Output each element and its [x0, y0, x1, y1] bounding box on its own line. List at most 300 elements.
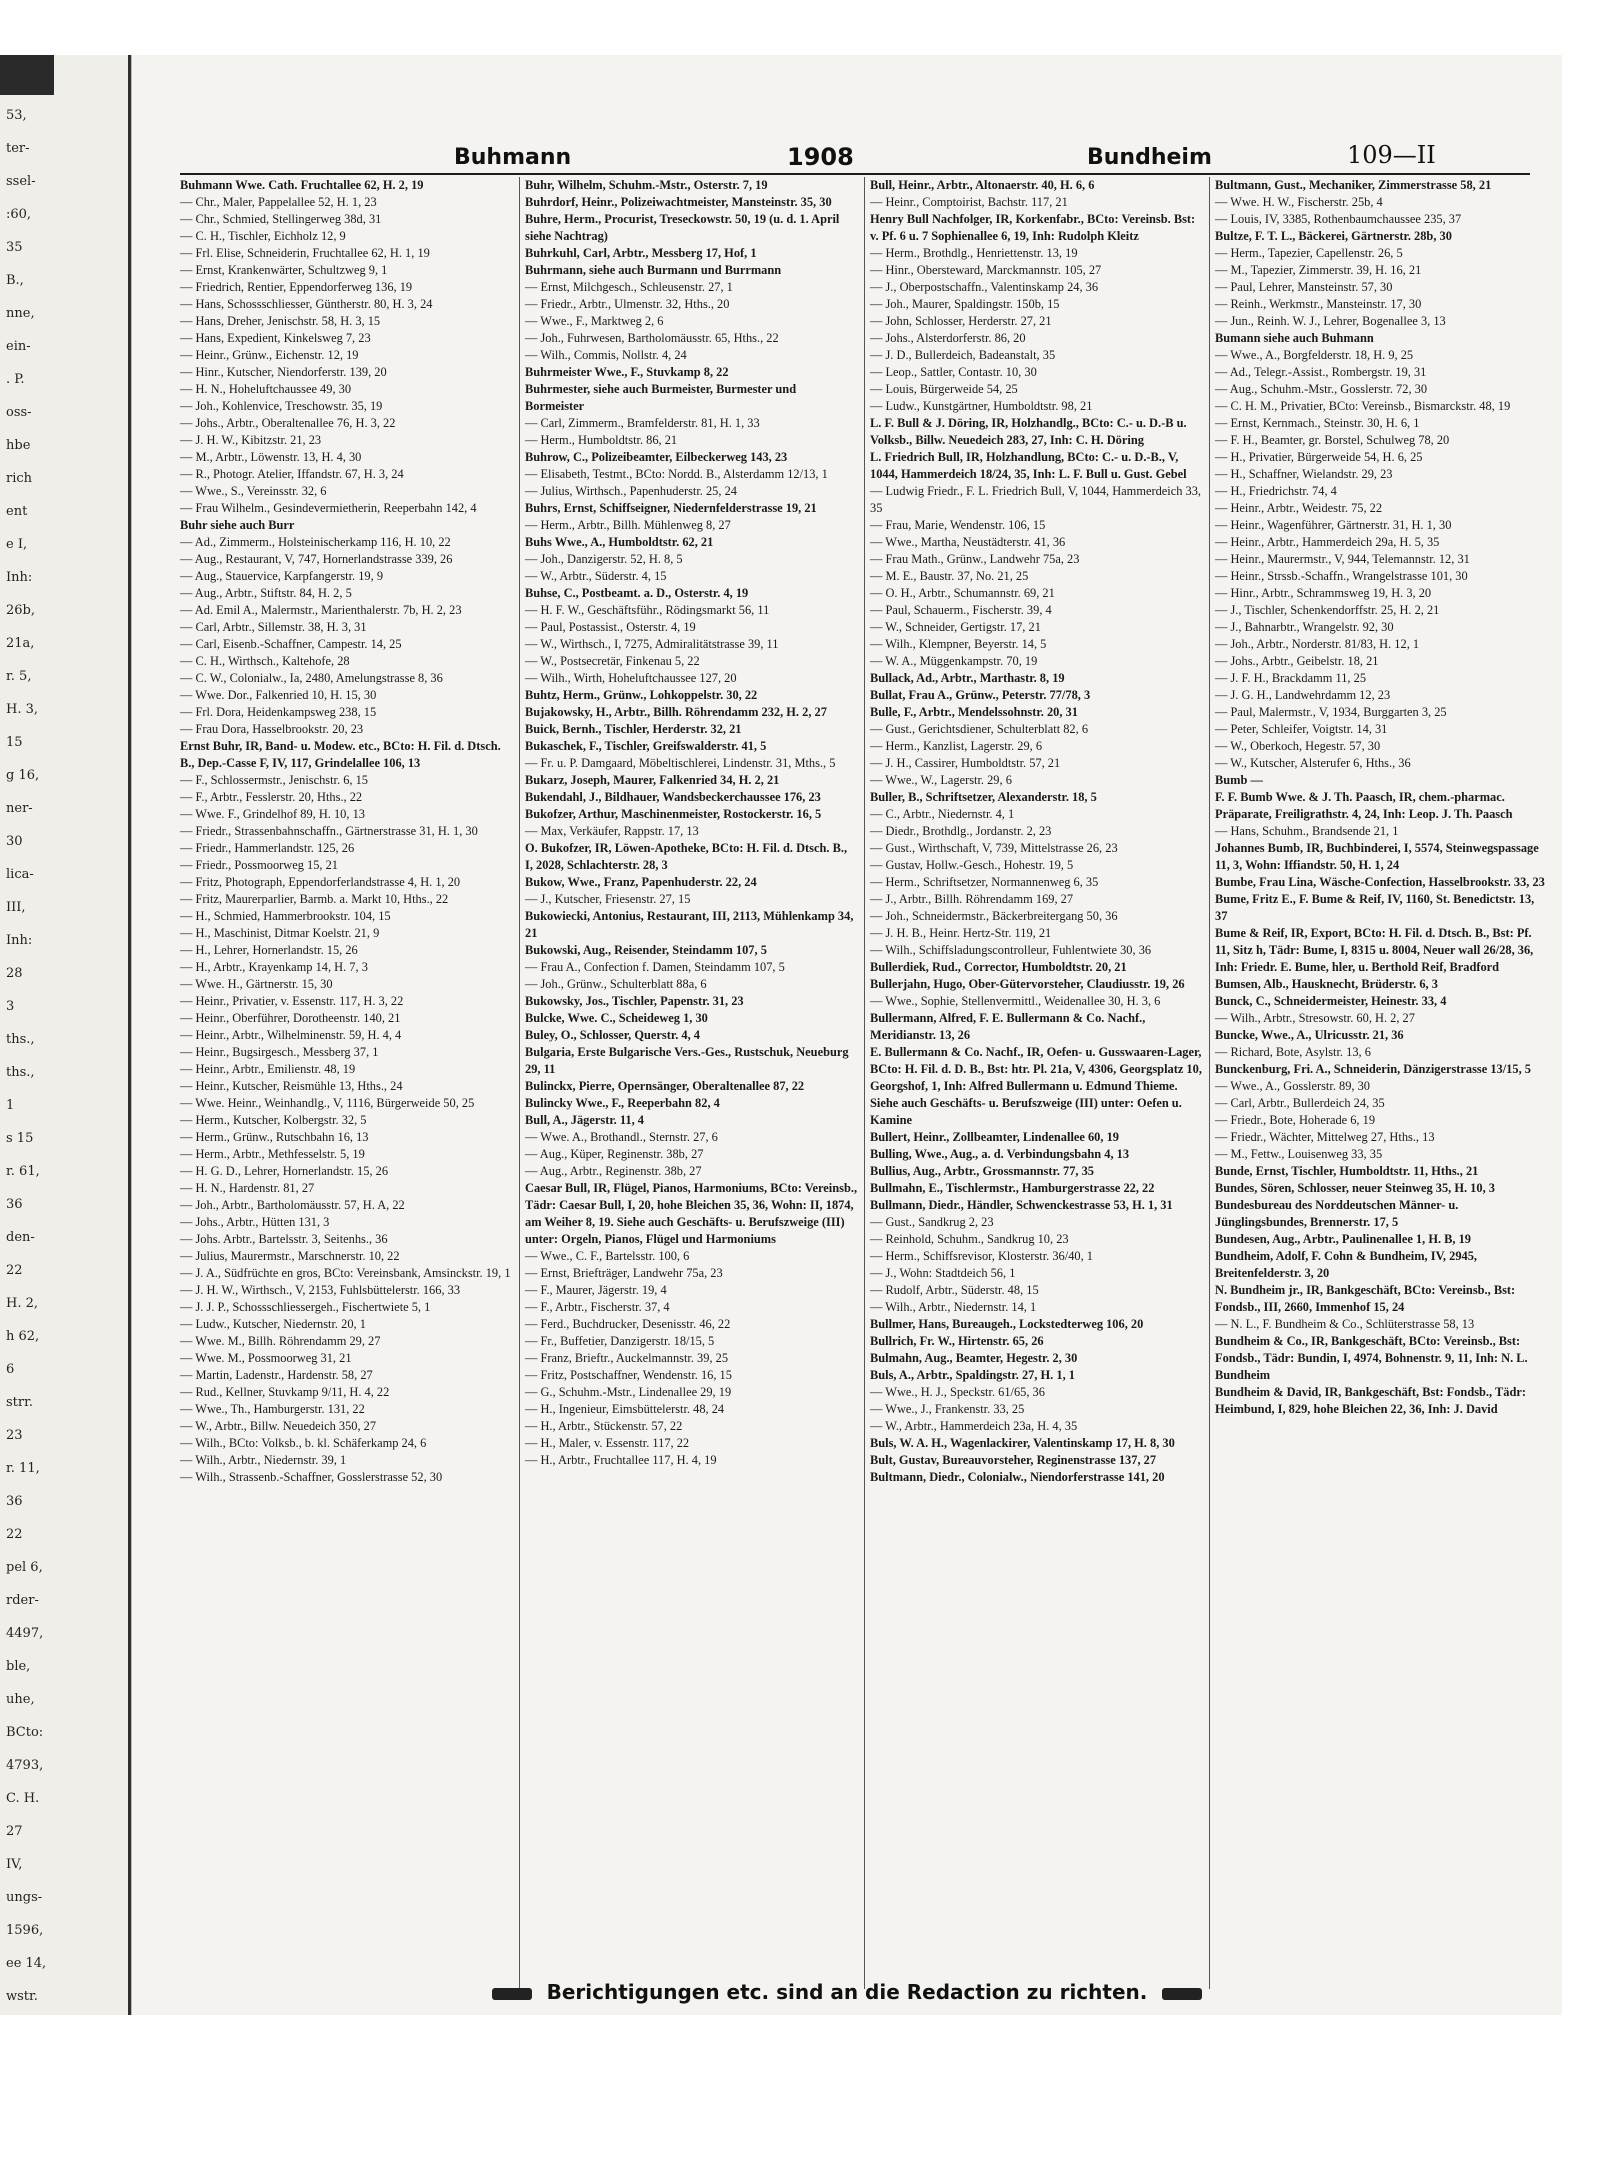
directory-entry: — Heinr., Arbtr., Weidestr. 75, 22	[1215, 501, 1383, 515]
directory-entry: — W., Wirthsch., I, 7275, Admiralitätstrasse 39, 11	[525, 637, 779, 651]
directory-entry: — Hinr., Arbtr., Schrammsweg 19, H. 3, 20	[1215, 586, 1432, 600]
directory-entry: — H., Schaffner, Wielandstr. 29, 23	[1215, 467, 1393, 481]
directory-entry: — Heinr., Wagenführer, Gärtnerstr. 31, H. 1, 30	[1215, 518, 1452, 532]
directory-entry: — Frau Dora, Hasselbrookstr. 20, 23	[180, 722, 364, 736]
directory-entry: — Frau A., Confection f. Damen, Steindamm 107, 5	[525, 960, 785, 974]
margin-fragment: C. H.	[6, 1791, 40, 1806]
margin-fragment: ths.,	[6, 1032, 35, 1047]
directory-entry: Bullat, Frau A., Grünw., Peterstr. 77/78, 3	[870, 688, 1091, 702]
directory-entry: — F., Schlossermstr., Jenischstr. 6, 15	[180, 773, 368, 787]
header-left-keyword: Buhmann	[454, 145, 572, 170]
directory-entry: — Fritz, Photograph, Eppendorferlandstrasse 4, H. 1, 20	[180, 875, 461, 889]
directory-entry: Bullack, Ad., Arbtr., Marthastr. 8, 19	[870, 671, 1065, 685]
directory-entry: — C., Arbtr., Niedernstr. 4, 1	[870, 807, 1015, 821]
directory-entry: Bullmann, Diedr., Händler, Schwenckestrasse 53, H. 1, 31	[870, 1198, 1173, 1212]
directory-entry: Ernst Buhr, IR, Band- u. Modew. etc., BCto: H. Fil. d. Dtsch. B., Dep.-Casse F, IV, 117, Grindelallee 106, 13	[180, 739, 501, 770]
directory-entry: — Fritz, Maurerparlier, Barmb. a. Markt 10, Hths., 22	[180, 892, 449, 906]
directory-entry: — Heinr., Bugsirgesch., Messberg 37, 1	[180, 1045, 379, 1059]
directory-entry: — Wwe., Martha, Neustädterstr. 41, 36	[870, 535, 1066, 549]
directory-entry: Bunck, C., Schneidermeister, Heinestr. 33, 4	[1215, 994, 1447, 1008]
directory-entry: — Aug., Restaurant, V, 747, Hornerlandstrasse 339, 26	[180, 552, 453, 566]
directory-entry: — H., Arbtr., Fruchtallee 117, H. 4, 19	[525, 1453, 717, 1467]
directory-entry: — Chr., Schmied, Stellingerweg 38d, 31	[180, 212, 382, 226]
directory-entry: — Wilh., Arbtr., Niedernstr. 39, 1	[180, 1453, 347, 1467]
directory-entry: — Ernst, Kernmach., Steinstr. 30, H. 6, 1	[1215, 416, 1420, 430]
directory-entry: — W., Arbtr., Billw. Neuedeich 350, 27	[180, 1419, 377, 1433]
directory-entry: — Wilh., Arbtr., Niedernstr. 14, 1	[870, 1300, 1037, 1314]
directory-entry: — Heinr., Arbtr., Hammerdeich 29a, H. 5, 35	[1215, 535, 1440, 549]
margin-fragment: uhe,	[6, 1692, 35, 1707]
directory-entry: — Hans, Schuhm., Brandsende 21, 1	[1215, 824, 1399, 838]
margin-fragment: Inh:	[6, 570, 33, 585]
margin-fragment: g 16,	[6, 768, 40, 783]
directory-entry: — M. E., Baustr. 37, No. 21, 25	[870, 569, 1029, 583]
directory-entry: — W., Arbtr., Süderstr. 4, 15	[525, 569, 667, 583]
directory-entry: Bundesen, Aug., Arbtr., Paulinenallee 1, H. B, 19	[1215, 1232, 1471, 1246]
directory-entry: — Herm., Kanzlist, Lagerstr. 29, 6	[870, 739, 1043, 753]
directory-entry: — Joh., Kohlenvice, Treschowstr. 35, 19	[180, 399, 383, 413]
directory-entry: — W., Postsecretär, Finkenau 5, 22	[525, 654, 700, 668]
directory-entry: — Carl, Arbtr., Sillemstr. 38, H. 3, 31	[180, 620, 367, 634]
directory-entry: — Reinh., Werkmstr., Mansteinstr. 17, 30	[1215, 297, 1422, 311]
directory-entry: — Carl, Zimmerm., Bramfelderstr. 81, H. 1, 33	[525, 416, 760, 430]
directory-entry: — J. H., Cassirer, Humboldtstr. 57, 21	[870, 756, 1061, 770]
margin-fragment: BCto:	[6, 1725, 44, 1740]
directory-entry: — Ludw., Kunstgärtner, Humboldtstr. 98, 21	[870, 399, 1093, 413]
page-header	[132, 135, 1562, 175]
margin-fragment: ths.,	[6, 1065, 35, 1080]
directory-entry: — Aug., Arbtr., Stiftstr. 84, H. 2, 5	[180, 586, 352, 600]
directory-entry: — Wwe. H. W., Fischerstr. 25b, 4	[1215, 195, 1383, 209]
margin-fragment: ein-	[6, 339, 31, 354]
directory-entry: — Wilh., BCto: Volksb., b. kl. Schäferkamp 24, 6	[180, 1436, 427, 1450]
directory-entry: Bukofzer, Arthur, Maschinenmeister, Rostockerstr. 16, 5	[525, 807, 822, 821]
directory-entry: — W., Kutscher, Alsterufer 6, Hths., 36	[1215, 756, 1411, 770]
directory-entry: — Heinr., Arbtr., Emilienstr. 48, 19	[180, 1062, 356, 1076]
directory-entry: — C. H., Tischler, Eichholz 12, 9	[180, 229, 346, 243]
margin-fragment: ter-	[6, 141, 30, 156]
directory-entry: — G., Schuhm.-Mstr., Lindenallee 29, 19	[525, 1385, 732, 1399]
margin-fragment: H. 3,	[6, 702, 39, 717]
directory-entry: Bulle, F., Arbtr., Mendelssohnstr. 20, 31	[870, 705, 1078, 719]
directory-entry: — Aug., Arbtr., Reginenstr. 38b, 27	[525, 1164, 702, 1178]
margin-fragment: e I,	[6, 537, 28, 552]
directory-entry: Bullermann, Alfred, F. E. Bullermann & Co. Nachf., Meridianstr. 13, 26	[870, 1011, 1146, 1042]
page-number: 109—II	[1347, 141, 1436, 169]
directory-entry: — Gustav, Hollw.-Gesch., Hohestr. 19, 5	[870, 858, 1074, 872]
directory-entry: Buhr siehe auch Burr	[180, 518, 295, 532]
directory-entry: Buhrmester, siehe auch Burmeister, Burmester und Bormeister	[525, 382, 797, 413]
directory-entry: — H., Ingenieur, Eimsbüttelerstr. 48, 24	[525, 1402, 725, 1416]
directory-entry: — Herm., Grünw., Rutschbahn 16, 13	[180, 1130, 369, 1144]
directory-entry: — Herm., Humboldtstr. 86, 21	[525, 433, 678, 447]
directory-entry: — W., Oberkoch, Hegestr. 57, 30	[1215, 739, 1381, 753]
directory-entry: — Hans, Expedient, Kinkelsweg 7, 23	[180, 331, 371, 345]
margin-fragment: ble,	[6, 1659, 31, 1674]
margin-fragment: 4793,	[6, 1758, 44, 1773]
margin-fragment: 22	[6, 1527, 23, 1542]
directory-entry: — Reinhold, Schuhm., Sandkrug 10, 23	[870, 1232, 1069, 1246]
directory-entry: Bunckenburg, Fri. A., Schneiderin, Dänzigerstrasse 13/15, 5	[1215, 1062, 1531, 1076]
margin-fragment: strr.	[6, 1395, 34, 1410]
directory-entry: — W., Schneider, Gertigstr. 17, 21	[870, 620, 1041, 634]
margin-fragment: 36	[6, 1197, 23, 1212]
directory-entry: — Martin, Ladenstr., Hardenstr. 58, 27	[180, 1368, 373, 1382]
directory-entry: — Wilh., Commis, Nollstr. 4, 24	[525, 348, 687, 362]
directory-entry: Buick, Bernh., Tischler, Herderstr. 32, 21	[525, 722, 742, 736]
margin-fragment: nne,	[6, 306, 35, 321]
directory-entry: — J. J. P., Schossschliessergeh., Fischertwiete 5, 1	[180, 1300, 431, 1314]
directory-entry: — H., Friedrichstr. 74, 4	[1215, 484, 1337, 498]
directory-entry: Bullert, Heinr., Zollbeamter, Lindenallee 60, 19	[870, 1130, 1119, 1144]
directory-entry: — H., Lehrer, Hornerlandstr. 15, 26	[180, 943, 358, 957]
header-rule	[180, 173, 1530, 175]
directory-entry: — Rudolf, Arbtr., Süderstr. 48, 15	[870, 1283, 1039, 1297]
directory-entry: — Carl, Eisenb.-Schaffner, Campestr. 14, 25	[180, 637, 402, 651]
directory-entry: — J. G. H., Landwehrdamm 12, 23	[1215, 688, 1391, 702]
directory-entry: — Ludwig Friedr., F. L. Friedrich Bull, V, 1044, Hammerdeich 33, 35	[870, 484, 1201, 515]
directory-entry: Bume & Reif, IR, Export, BCto: H. Fil. d. Dtsch. B., Bst: Pf. 11, Sitz h, Tädr: Bume, I, 8315 u. 8004, Neuer wall 26/28, 36, Inh: Friedr. E. Bume, hler, u. Berthold Reif, Bradford	[1215, 926, 1534, 974]
directory-entry: — H. N., Hardenstr. 81, 27	[180, 1181, 315, 1195]
directory-entry: — Friedr., Arbtr., Ulmenstr. 32, Hths., 20	[525, 297, 730, 311]
margin-fragment: hbe	[6, 438, 31, 453]
directory-entry: — Wilh., Klempner, Beyerstr. 14, 5	[870, 637, 1047, 651]
directory-entry: — Herm., Brothdlg., Henriettenstr. 13, 19	[870, 246, 1078, 260]
margin-fragment: lica-	[6, 867, 34, 882]
directory-entry: Buhmann Wwe. Cath. Fruchtallee 62, H. 2, 19	[180, 178, 424, 192]
directory-entry: Bult, Gustav, Bureauvorsteher, Reginenstrasse 137, 27	[870, 1453, 1157, 1467]
directory-entry: — Heinr., Grünw., Eichenstr. 12, 19	[180, 348, 359, 362]
margin-fragment: 22	[6, 1263, 23, 1278]
directory-entry: — C. H., Wirthsch., Kaltehofe, 28	[180, 654, 350, 668]
directory-entry: — H., Arbtr., Stückenstr. 57, 22	[525, 1419, 683, 1433]
directory-entry: Bundes, Sören, Schlosser, neuer Steinweg 35, H. 10, 3	[1215, 1181, 1495, 1195]
directory-entry: — Max, Verkäufer, Rappstr. 17, 13	[525, 824, 699, 838]
directory-entry: Buhrow, C., Polizeibeamter, Eilbeckerweg 143, 23	[525, 450, 788, 464]
directory-entry: — Heinr., Strssb.-Schaffn., Wrangelstrasse 101, 30	[1215, 569, 1468, 583]
margin-fragment: . P.	[6, 372, 25, 387]
directory-entry: — Johs., Arbtr., Oberaltenallee 76, H. 3, 22	[180, 416, 396, 430]
margin-fragment: ee 14,	[6, 1956, 47, 1971]
directory-entry: — N. L., F. Bundheim & Co., Schlüterstrasse 58, 13	[1215, 1317, 1475, 1331]
directory-entry: Buls, A., Arbtr., Spaldingstr. 27, H. 1, 1	[870, 1368, 1075, 1382]
directory-entry: — Wwe., W., Lagerstr. 29, 6	[870, 773, 1012, 787]
scan-bottom-margin	[0, 2015, 1600, 2177]
directory-entry: — Wwe., Sophie, Stellenvermittl., Weidenallee 30, H. 3, 6	[870, 994, 1161, 1008]
directory-entry: — Joh., Arbtr., Bartholomäusstr. 57, H. A, 22	[180, 1198, 405, 1212]
directory-entry: Buhrdorf, Heinr., Polizeiwachtmeister, Mansteinstr. 35, 30	[525, 195, 832, 209]
directory-entry: — Frl. Dora, Heidenkampsweg 238, 15	[180, 705, 377, 719]
directory-entry: — Julius, Wirthsch., Papenhuderstr. 25, 24	[525, 484, 737, 498]
directory-entry: — M., Tapezier, Zimmerstr. 39, H. 16, 21	[1215, 263, 1422, 277]
directory-entry: Bull, Heinr., Arbtr., Altonaerstr. 40, H. 6, 6	[870, 178, 1095, 192]
directory-entry: — Herm., Schriftsetzer, Normannenweg 6, 35	[870, 875, 1099, 889]
column-1	[180, 177, 513, 1989]
directory-entry: — Joh., Maurer, Spaldingstr. 150b, 15	[870, 297, 1060, 311]
directory-entry: Bundesbureau des Norddeutschen Männer- u. Jünglingsbundes, Brennerstr. 17, 5	[1215, 1198, 1459, 1229]
margin-fragment: IV,	[6, 1857, 23, 1872]
directory-entry: — Louis, Bürgerweide 54, 25	[870, 382, 1018, 396]
margin-fragment: rich	[6, 471, 33, 486]
directory-entry: — Frau Wilhelm., Gesindevermietherin, Reeperbahn 142, 4	[180, 501, 477, 515]
directory-entry: Caesar Bull, IR, Flügel, Pianos, Harmoniums, BCto: Vereinsb., Tädr: Caesar Bull, I, 20, hohe Bleichen 35, 36, Wohn: II, 1874, am Weiher 8, 19. Siehe auch Geschäfts- u. Berufszweige (III) unter: Orgeln, Pianos, Flügel und Harmoniums	[525, 1181, 858, 1246]
directory-entry: — Ludw., Kutscher, Niedernstr. 20, 1	[180, 1317, 366, 1331]
directory-entry: — J. H. B., Heinr. Hertz-Str. 119, 21	[870, 926, 1052, 940]
column-divider	[864, 177, 865, 1989]
pointing-hand-left-icon	[492, 1988, 532, 2000]
directory-entry: — J. H. W., Kibitzstr. 21, 23	[180, 433, 322, 447]
directory-entry: — W. A., Müggenkampstr. 70, 19	[870, 654, 1038, 668]
directory-entry: N. Bundheim jr., IR, Bankgeschäft, BCto: Vereinsb., Bst: Fondsb., III, 2660, Immenhof 15, 24	[1215, 1283, 1516, 1314]
directory-entry: — Leop., Sattler, Contastr. 10, 30	[870, 365, 1037, 379]
directory-entry: — J., Kutscher, Friesenstr. 27, 15	[525, 892, 691, 906]
directory-entry: Bultze, F. T. L., Bäckerei, Gärtnerstr. 28b, 30	[1215, 229, 1452, 243]
directory-entry: — Heinr., Kutscher, Reismühle 13, Hths., 24	[180, 1079, 403, 1093]
directory-entry: — Herm., Arbtr., Billh. Mühlenweg 8, 27	[525, 518, 731, 532]
directory-entry: — Wilh., Schiffsladungscontrolleur, Fuhlentwiete 30, 36	[870, 943, 1152, 957]
directory-entry: Bumbe, Frau Lina, Wäsche-Confection, Hasselbrookstr. 33, 23	[1215, 875, 1545, 889]
directory-entry: — J. F. H., Brackdamm 11, 25	[1215, 671, 1367, 685]
directory-entry: — Herm., Kutscher, Kolbergstr. 32, 5	[180, 1113, 367, 1127]
directory-entry: — Wwe., A., Borgfelderstr. 18, H. 9, 25	[1215, 348, 1414, 362]
margin-fragment: 36	[6, 1494, 23, 1509]
margin-fragment: pel 6,	[6, 1560, 43, 1575]
directory-entry: — H., Maler, v. Essenstr. 117, 22	[525, 1436, 690, 1450]
margin-fragment: den-	[6, 1230, 35, 1245]
margin-fragment: 21a,	[6, 636, 35, 651]
directory-entry: — Carl, Arbtr., Bullerdeich 24, 35	[1215, 1096, 1385, 1110]
directory-entry: — J., Oberpostschaffn., Valentinskamp 24, 36	[870, 280, 1099, 294]
margin-fragment: s 15	[6, 1131, 34, 1146]
directory-entry: — M., Arbtr., Löwenstr. 13, H. 4, 30	[180, 450, 362, 464]
directory-entry: — H. F. W., Geschäftsführ., Rödingsmarkt 56, 11	[525, 603, 770, 617]
directory-entry: — Frau Math., Grünw., Landwehr 75a, 23	[870, 552, 1080, 566]
margin-fragment: oss-	[6, 405, 32, 420]
directory-entry: — Wwe., Th., Hamburgerstr. 131, 22	[180, 1402, 365, 1416]
directory-entry: Buhse, C., Postbeamt. a. D., Osterstr. 4, 19	[525, 586, 749, 600]
directory-entry: Bullerdiek, Rud., Corrector, Humboldtstr. 20, 21	[870, 960, 1127, 974]
directory-entry: — Hinr., Obersteward, Marckmannstr. 105, 27	[870, 263, 1102, 277]
directory-entry: — Friedr., Strassenbahnschaffn., Gärtnerstrasse 31, H. 1, 30	[180, 824, 478, 838]
directory-entry: — Wwe., A., Gosslerstr. 89, 30	[1215, 1079, 1370, 1093]
directory-entry: — Ernst, Briefträger, Landwehr 75a, 23	[525, 1266, 723, 1280]
directory-entry: — Paul, Lehrer, Mansteinstr. 57, 30	[1215, 280, 1393, 294]
directory-entry: — Julius, Maurermstr., Marschnerstr. 10, 22	[180, 1249, 400, 1263]
directory-entry: Bullmer, Hans, Bureaugeh., Lockstedterweg 106, 20	[870, 1317, 1144, 1331]
directory-entry: Bukow, Wwe., Franz, Papenhuderstr. 22, 24	[525, 875, 757, 889]
margin-fragment: 30	[6, 834, 23, 849]
directory-entry: — John, Schlosser, Herderstr. 27, 21	[870, 314, 1052, 328]
margin-fragment: r. 11,	[6, 1461, 40, 1476]
directory-entry: Bultmann, Gust., Mechaniker, Zimmerstrasse 58, 21	[1215, 178, 1492, 192]
margin-fragment: 15	[6, 735, 23, 750]
directory-entry: Bunde, Ernst, Tischler, Humboldtstr. 11, Hths., 21	[1215, 1164, 1479, 1178]
margin-fragment: 1	[6, 1098, 15, 1113]
directory-entry: — Wwe., F., Marktweg 2, 6	[525, 314, 664, 328]
directory-entry: — Herm., Arbtr., Methfesselstr. 5, 19	[180, 1147, 365, 1161]
directory-entry: — Aug., Schuhm.-Mstr., Gosslerstr. 72, 30	[1215, 382, 1428, 396]
margin-fragment: ungs-	[6, 1890, 43, 1905]
column-4	[1215, 177, 1548, 1989]
directory-entry: Bullrich, Fr. W., Hirtenstr. 65, 26	[870, 1334, 1044, 1348]
margin-fragment: 1596,	[6, 1923, 44, 1938]
directory-entry: Bumann siehe auch Buhmann	[1215, 331, 1374, 345]
directory-entry: Bujakowsky, H., Arbtr., Billh. Röhrendamm 232, H. 2, 27	[525, 705, 827, 719]
directory-entry: — Fritz, Postschaffner, Wendenstr. 16, 15	[525, 1368, 732, 1382]
directory-entry: — Friedr., Bote, Hoherade 6, 19	[1215, 1113, 1376, 1127]
directory-entry: Henry Bull Nachfolger, IR, Korkenfabr., BCto: Vereinsb. Bst: v. Pf. 6 u. 7 Sophienallee 6, 19, Inh: Rudolph Kleitz	[870, 212, 1196, 243]
directory-entry: Bukowiecki, Antonius, Restaurant, III, 2113, Mühlenkamp 34, 21	[525, 909, 854, 940]
footer-notice	[132, 1980, 1562, 2004]
directory-entry: — Joh., Schneidermstr., Bäckerbreitergang 50, 36	[870, 909, 1118, 923]
directory-entry: — Rud., Kellner, Stuvkamp 9/11, H. 4, 22	[180, 1385, 390, 1399]
directory-entry: — Richard, Bote, Asylstr. 13, 6	[1215, 1045, 1371, 1059]
header-right-keyword: Bundheim	[1087, 145, 1212, 170]
directory-entry: — Wwe., S., Vereinsstr. 32, 6	[180, 484, 327, 498]
directory-entry: — Heinr., Maurermstr., V, 944, Telemannstr. 12, 31	[1215, 552, 1470, 566]
directory-entry: Buhrs, Ernst, Schiffseigner, Niedernfelderstrasse 19, 21	[525, 501, 817, 515]
directory-entry: — Johs., Alsterdorferstr. 86, 20	[870, 331, 1026, 345]
directory-entry: — J. H. W., Wirthsch., V, 2153, Fuhlsbüttelerstr. 166, 33	[180, 1283, 461, 1297]
directory-entry: — H., Maschinist, Ditmar Koelstr. 21, 9	[180, 926, 380, 940]
directory-entry: — O. H., Arbtr., Schumannstr. 69, 21	[870, 586, 1055, 600]
directory-entry: Bumb —	[1215, 773, 1263, 787]
directory-entry: — Heinr., Privatier, v. Essenstr. 117, H. 3, 22	[180, 994, 404, 1008]
directory-entry: — Franz, Brieftr., Auckelmannstr. 39, 25	[525, 1351, 729, 1365]
directory-entry: Bumsen, Alb., Hausknecht, Brüderstr. 6, 3	[1215, 977, 1438, 991]
directory-entry: — Wwe., J., Frankenstr. 33, 25	[870, 1402, 1025, 1416]
margin-fragment: H. 2,	[6, 1296, 39, 1311]
directory-entry: — H., Privatier, Bürgerweide 54, H. 6, 25	[1215, 450, 1423, 464]
scan-corner-shadow	[0, 55, 54, 95]
directory-entry: Buncke, Wwe., A., Ulricusstr. 21, 36	[1215, 1028, 1404, 1042]
directory-entry: — Joh., Fuhrwesen, Bartholomäusstr. 65, Hths., 22	[525, 331, 779, 345]
directory-entry: — Herm., Schiffsrevisor, Klosterstr. 36/40, 1	[870, 1249, 1093, 1263]
directory-entry: — H., Arbtr., Krayenkamp 14, H. 7, 3	[180, 960, 368, 974]
directory-entry: L. F. Bull & J. Döring, IR, Holzhandlg., BCto: C.- u. D.-B u. Volksb., Billw. Neuedeich 283, 27, Inh: C. H. Döring	[870, 416, 1187, 447]
directory-entry: — Heinr., Arbtr., Wilhelminenstr. 59, H. 4, 4	[180, 1028, 402, 1042]
directory-entry: — F. H., Beamter, gr. Borstel, Schulweg 78, 20	[1215, 433, 1450, 447]
directory-entry: Bullmahn, E., Tischlermstr., Hamburgerstrasse 22, 22	[870, 1181, 1155, 1195]
directory-entry: — Joh., Danzigerstr. 52, H. 8, 5	[525, 552, 683, 566]
directory-entry: Bundheim & David, IR, Bankgeschäft, Bst: Fondsb., Tädr: Heimbund, I, 829, hohe Bleichen 22, 36, Inh: J. David	[1215, 1385, 1526, 1416]
entry-columns	[180, 177, 1545, 1977]
directory-entry: — Wilh., Arbtr., Stresowstr. 60, H. 2, 27	[1215, 1011, 1415, 1025]
directory-entry: — Gust., Sandkrug 2, 23	[870, 1215, 994, 1229]
directory-entry: — H. N., Hoheluftchaussee 49, 30	[180, 382, 352, 396]
directory-entry: Bukendahl, J., Bildhauer, Wandsbeckerchaussee 176, 23	[525, 790, 821, 804]
directory-entry: — Hinr., Kutscher, Niendorferstr. 139, 20	[180, 365, 387, 379]
directory-entry: — Friedr., Wächter, Mittelweg 27, Hths., 13	[1215, 1130, 1435, 1144]
pointing-hand-right-icon	[1162, 1988, 1202, 2000]
directory-entry: Bulcke, Wwe. C., Scheideweg 1, 30	[525, 1011, 708, 1025]
margin-fragment: 3	[6, 999, 15, 1014]
directory-entry: O. Bukofzer, IR, Löwen-Apotheke, BCto: H. Fil. d. Dtsch. B., I, 2028, Schlachterstr. 28, 3	[525, 841, 848, 872]
directory-entry: Bulinckx, Pierre, Opernsänger, Oberaltenallee 87, 22	[525, 1079, 805, 1093]
directory-entry: Buhrmann, siehe auch Burmann und Burrmann	[525, 263, 782, 277]
directory-entry: — J., Arbtr., Billh. Röhrendamm 169, 27	[870, 892, 1074, 906]
directory-entry: — Fr., Buffetier, Danzigerstr. 18/15, 5	[525, 1334, 715, 1348]
margin-fragment: B.,	[6, 273, 24, 288]
directory-entry: — Paul, Malermstr., V, 1934, Burggarten 3, 25	[1215, 705, 1447, 719]
directory-entry: Buls, W. A. H., Wagenlackirer, Valentinskamp 17, H. 8, 30	[870, 1436, 1175, 1450]
directory-entry: — Hans, Schossschliesser, Güntherstr. 80, H. 3, 24	[180, 297, 433, 311]
directory-entry: — C. W., Colonialw., Ia, 2480, Amelungstrasse 8, 36	[180, 671, 443, 685]
directory-entry: — Wwe. M., Billh. Röhrendamm 29, 27	[180, 1334, 381, 1348]
directory-entry: — Fr. u. P. Damgaard, Möbeltischlerei, Lindenstr. 31, Mths., 5	[525, 756, 836, 770]
directory-entry: — Gust., Wirthschaft, V, 739, Mittelstrasse 26, 23	[870, 841, 1118, 855]
directory-entry: — Friedr., Possmoorweg 15, 21	[180, 858, 338, 872]
directory-entry: — Ad. Emil A., Malermstr., Marienthalerstr. 7b, H. 2, 23	[180, 603, 462, 617]
directory-entry: — Friedrich, Rentier, Eppendorferweg 136, 19	[180, 280, 413, 294]
margin-fragment: 26b,	[6, 603, 35, 618]
margin-fragment: r. 5,	[6, 669, 32, 684]
directory-entry: — Ernst, Krankenwärter, Schultzweg 9, 1	[180, 263, 388, 277]
column-divider	[1209, 177, 1210, 1989]
directory-entry: — Heinr., Oberführer, Dorotheenstr. 140, 21	[180, 1011, 401, 1025]
margin-fragment: wstr.	[6, 1989, 38, 2004]
directory-entry: Bukowski, Aug., Reisender, Steindamm 107, 5	[525, 943, 767, 957]
directory-entry: — Wwe., C. F., Bartelsstr. 100, 6	[525, 1249, 690, 1263]
directory-entry: — W., Arbtr., Hammerdeich 23a, H. 4, 35	[870, 1419, 1078, 1433]
directory-entry: Bulgaria, Erste Bulgarische Vers.-Ges., Rustschuk, Neueburg 29, 11	[525, 1045, 849, 1076]
footer-text: Berichtigungen etc. sind an die Redaction zu richten.	[546, 1980, 1148, 2004]
column-divider	[519, 177, 520, 1989]
margin-fragment: :60,	[6, 207, 32, 222]
margin-fragment: Inh:	[6, 933, 33, 948]
directory-entry: — Johs., Arbtr., Hütten 131, 3	[180, 1215, 330, 1229]
margin-fragment: ssel-	[6, 174, 36, 189]
margin-fragment: 23	[6, 1428, 23, 1443]
directory-entry: Bundheim & Co., IR, Bankgeschäft, BCto: Vereinsb., Bst: Fondsb., Tädr: Bundin, I, 4974, Bohnenstr. 9, 11, Inh: N. L. Bundheim	[1215, 1334, 1528, 1382]
header-year: 1908	[787, 143, 854, 171]
directory-entry: — Ferd., Buchdrucker, Desenisstr. 46, 22	[525, 1317, 731, 1331]
directory-entry: — Wilh., Wirth, Hoheluftchaussee 127, 20	[525, 671, 737, 685]
directory-entry: — J., Tischler, Schenkendorffstr. 25, H. 2, 21	[1215, 603, 1440, 617]
directory-entry: — Friedr., Hammerlandstr. 125, 26	[180, 841, 355, 855]
directory-entry: — R., Photogr. Atelier, Iffandstr. 67, H. 3, 24	[180, 467, 404, 481]
directory-entry: — H. G. D., Lehrer, Hornerlandstr. 15, 26	[180, 1164, 389, 1178]
column-3	[870, 177, 1203, 1989]
directory-entry: — Herm., Tapezier, Capellenstr. 26, 5	[1215, 246, 1403, 260]
directory-entry: — Wwe. F., Grindelhof 89, H. 10, 13	[180, 807, 365, 821]
directory-entry: — Hans, Dreher, Jenischstr. 58, H. 3, 15	[180, 314, 381, 328]
directory-entry: Bume, Fritz E., F. Bume & Reif, IV, 1160, St. Benedictstr. 13, 37	[1215, 892, 1535, 923]
directory-page	[131, 55, 1562, 2015]
directory-entry: Buhs Wwe., A., Humboldtstr. 62, 21	[525, 535, 714, 549]
directory-entry: Buhtz, Herm., Grünw., Lohkoppelstr. 30, 22	[525, 688, 758, 702]
directory-entry: E. Bullermann & Co. Nachf., IR, Oefen- u. Gusswaaren-Lager, BCto: H. Fil. d. D. B., Bst: htr. Pl. 21a, V, 4306, Georgsplatz 10, Georgshof, 1, Inh: Alfred Bullermann u. Edmund Thieme. Siehe auch Geschäfts- u. Berufszweige (III) unter: Oefen u. Kamine	[870, 1045, 1202, 1127]
directory-entry: — Paul, Postassist., Osterstr. 4, 19	[525, 620, 696, 634]
directory-entry: — Wwe., H. J., Speckstr. 61/65, 36	[870, 1385, 1045, 1399]
directory-entry: — Ad., Telegr.-Assist., Rombergstr. 19, 31	[1215, 365, 1427, 379]
directory-entry: — Johs. Arbtr., Bartelsstr. 3, Seitenhs., 36	[180, 1232, 388, 1246]
directory-entry: — Frau, Marie, Wendenstr. 106, 15	[870, 518, 1046, 532]
directory-entry: L. Friedrich Bull, IR, Holzhandlung, BCto: C.- u. D.-B., V, 1044, Hammerdeich 18/24, 35, Inh: L. F. Bull u. Gust. Gebel	[870, 450, 1187, 481]
adjacent-page-edge	[0, 55, 131, 2015]
directory-entry: — Diedr., Brothdlg., Jordanstr. 2, 23	[870, 824, 1052, 838]
directory-entry: Buhre, Herm., Procurist, Treseckowstr. 50, 19 (u. d. 1. April siehe Nachtrag)	[525, 212, 840, 243]
directory-entry: — Aug., Stauervice, Karpfangerstr. 19, 9	[180, 569, 384, 583]
directory-entry: — J. D., Bullerdeich, Badeanstalt, 35	[870, 348, 1056, 362]
directory-entry: — F., Maurer, Jägerstr. 19, 4	[525, 1283, 667, 1297]
directory-entry: Bull, A., Jägerstr. 11, 4	[525, 1113, 644, 1127]
margin-fragment: rder-	[6, 1593, 39, 1608]
margin-fragment: h 62,	[6, 1329, 40, 1344]
directory-entry: Buhr, Wilhelm, Schuhm.-Mstr., Osterstr. 7, 19	[525, 178, 768, 192]
directory-entry: Buhrkuhl, Carl, Arbtr., Messberg 17, Hof, 1	[525, 246, 757, 260]
directory-entry: — Aug., Küper, Reginenstr. 38b, 27	[525, 1147, 704, 1161]
